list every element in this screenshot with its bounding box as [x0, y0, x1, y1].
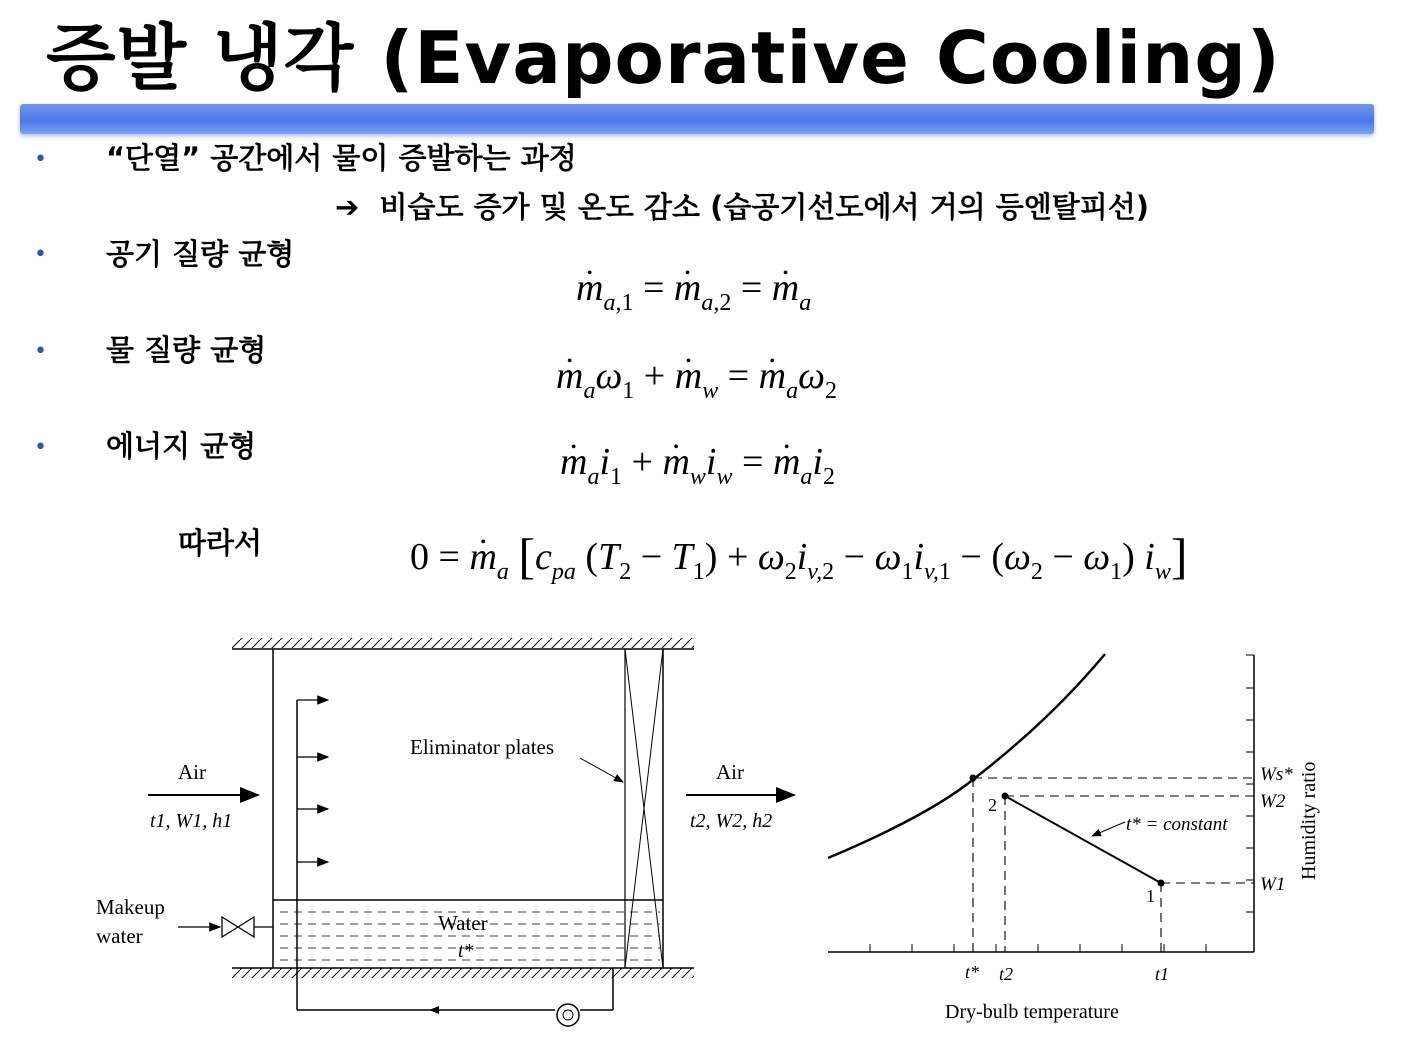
bullet-evaporation: “단열” 공간에서 물이 증발하는 과정 — [106, 141, 577, 175]
bullet-air-mass: 공기 질량 균형 — [106, 237, 295, 271]
makeup-label: Makeup — [96, 895, 165, 919]
bullet-energy: 에너지 균형 — [106, 429, 257, 463]
therefore-label: 따라서 — [178, 526, 263, 560]
title-underline-bar — [20, 104, 1374, 134]
makeup-label-2: water — [96, 924, 143, 948]
equation-final: 0 = • $m_a$ [$c_{pa}$ $(T_2 - T_1) + \omega_2i_{v,2} - \omega_1i_{v,1} - (\omega_2 - \omega_1)$ $i_w$] — [410, 534, 1188, 579]
air-in-state: t1, W1, h1 — [150, 810, 233, 832]
y-tick-ws: Ws* — [1260, 764, 1293, 785]
bottom-wall-hatch — [232, 968, 694, 978]
y-tick-w1: W1 — [1260, 874, 1286, 895]
point-1-label: 1 — [1146, 886, 1155, 906]
water-temp: t* — [458, 940, 474, 962]
bullet-icon: • — [34, 339, 47, 364]
air-in-label: Air — [178, 760, 206, 784]
evaporative-cooler-diagram — [90, 630, 810, 1040]
process-line — [1005, 796, 1161, 883]
x-tick-tstar: t* — [965, 962, 980, 982]
equation-water-mass: • $m_a\omega_1$ + • $m_w$ = • $m_a\omega_2$ — [556, 354, 837, 398]
x-axis-label: Dry-bulb temperature — [945, 1001, 1119, 1023]
bullet-icon: • — [34, 242, 47, 267]
eliminator-label: Eliminator plates — [410, 735, 555, 759]
constant-line-label: t* = constant — [1126, 814, 1228, 835]
bullet-water-mass: 물 질량 균형 — [106, 333, 267, 367]
point-2-label: 2 — [988, 795, 997, 815]
pump-icon — [557, 1004, 579, 1026]
equation-energy: • $m_ai_1$ + • $m_wi_w$ = • $m_ai_2$ — [560, 440, 835, 484]
y-tick-w2: W2 — [1260, 791, 1286, 812]
result-line — [335, 189, 1149, 225]
air-out-state: t2, W2, h2 — [690, 810, 773, 832]
bullet-icon: • — [34, 147, 47, 172]
saturation-curve — [828, 654, 1105, 858]
x-tick-t2: t2 — [999, 964, 1014, 984]
y-axis-label: Humidity ratio — [1298, 761, 1320, 880]
right-arrow-icon: ➔ — [335, 190, 360, 224]
water-label: Water — [438, 911, 488, 935]
top-wall-hatch — [232, 638, 694, 648]
x-tick-t1: t1 — [1155, 964, 1170, 984]
result-text: 비습도 증가 및 온도 감소 (습공기선도에서 거의 등엔탈피선) — [379, 190, 1150, 224]
page-title: 증발 냉각 (Evaporative Cooling) — [46, 16, 1281, 100]
bullet-icon: • — [34, 435, 47, 460]
air-out-label: Air — [716, 760, 744, 784]
equation-air-mass: • $m_{a,1}$ = • $m_{a,2}$ = • $m_a$ — [576, 266, 811, 310]
psychrometric-chart — [820, 640, 1340, 1040]
valve-icon — [222, 917, 254, 937]
